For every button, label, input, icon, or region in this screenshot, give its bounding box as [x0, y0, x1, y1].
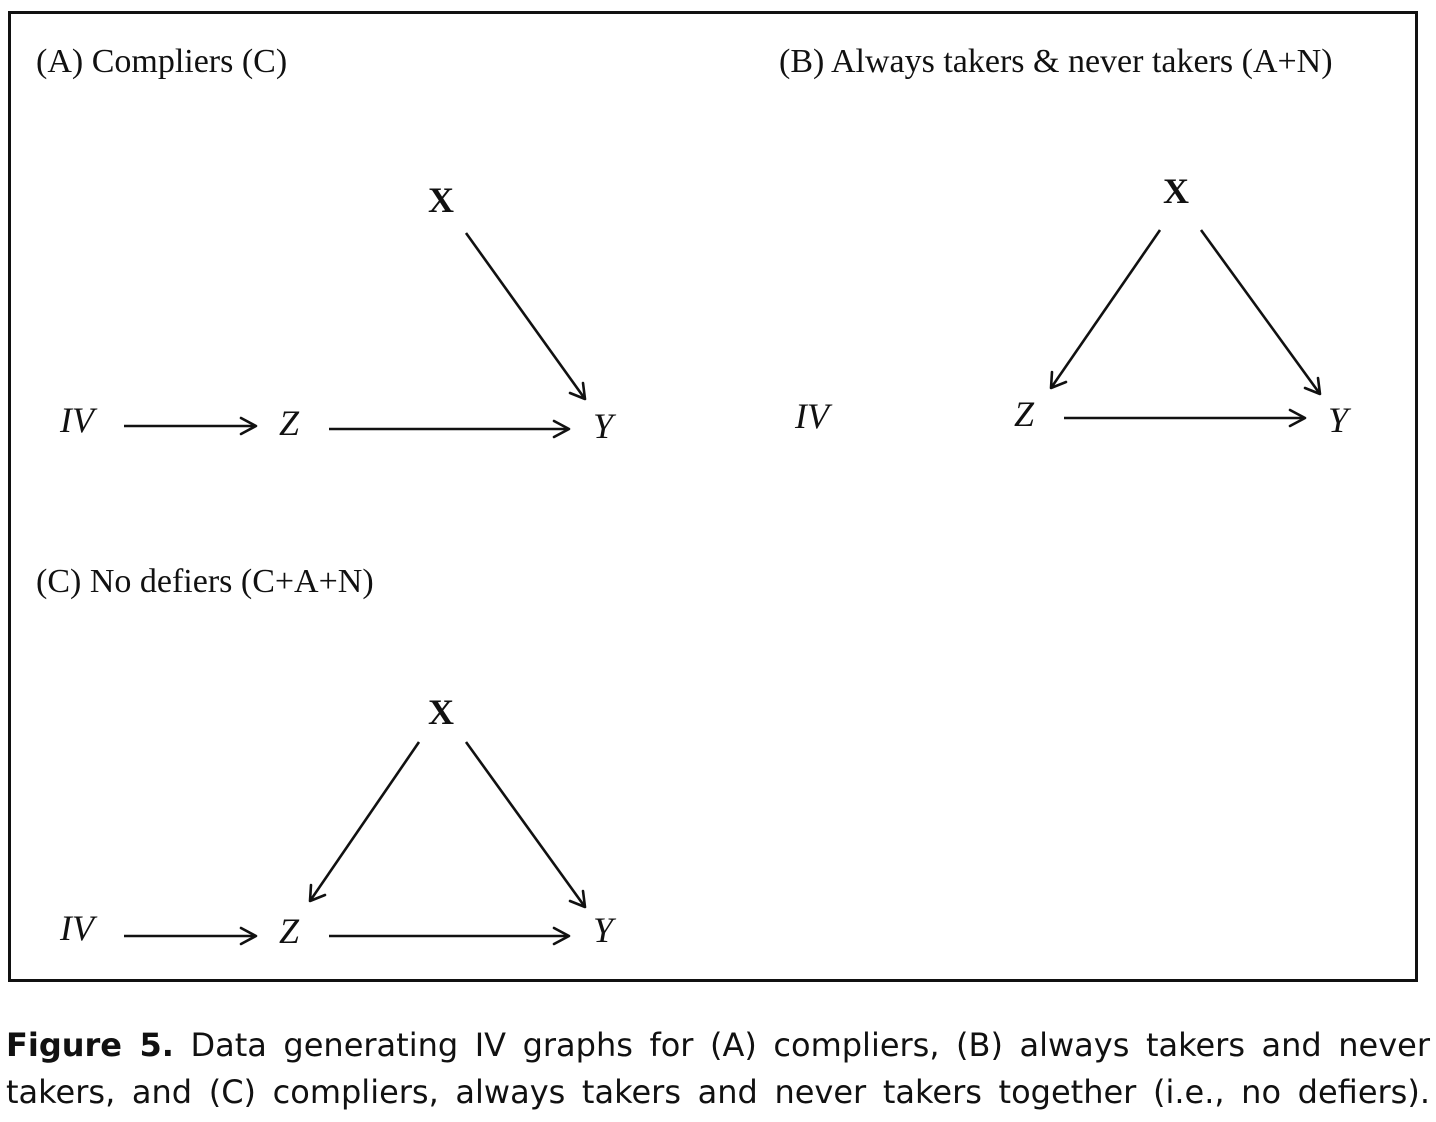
panel-a-node-x: X [428, 180, 454, 220]
panel-c-node-y: Y [593, 910, 614, 950]
panel-a-edge-x-y [466, 233, 585, 399]
panel-b-edge-x-y [1201, 230, 1320, 394]
panel-c-edge-iv-z [124, 928, 256, 944]
caption-text-1: Data generating IV graphs for (A) compliers, (B) always takers and never [190, 1026, 1431, 1064]
panel-a-title: (A) Compliers (C) [36, 43, 288, 80]
panel-c-title: (C) No defiers (C+A+N) [36, 563, 374, 600]
panel-c-edge-z-y [329, 928, 569, 944]
panel-b-title: (B) Always takers & never takers (A+N) [779, 43, 1333, 80]
panel-c-node-x: X [428, 692, 454, 732]
panel-b-node-y: Y [1328, 400, 1349, 440]
caption-line-1 [6, 1022, 1430, 1069]
panel-b-node-x: X [1163, 171, 1189, 211]
figure-caption [6, 1022, 1430, 1116]
panel-a-node-y: Y [593, 406, 614, 446]
caption-line-2: takers, and (C) compliers, always takers and never takers together (i.e., no defiers). [6, 1073, 1430, 1111]
panel-b-node-z: Z [1014, 394, 1035, 434]
panel-b-edge-x-z [1051, 230, 1160, 388]
panel-a [36, 43, 617, 446]
panel-c-node-z: Z [279, 911, 300, 951]
panel-c-edge-x-y [466, 742, 585, 907]
panel-a-node-z: Z [279, 403, 300, 443]
panel-a-node-iv: IV [60, 400, 94, 440]
caption-label: Figure 5. [6, 1026, 174, 1064]
panel-c-edge-x-z [310, 742, 419, 901]
panel-a-edge-z-y [329, 421, 569, 437]
panel-b-edge-z-y [1064, 410, 1305, 426]
panel-b-node-iv: IV [795, 396, 829, 436]
panel-c [36, 563, 617, 951]
panel-b [779, 43, 1352, 440]
panel-c-node-iv: IV [60, 908, 94, 948]
panel-a-edge-iv-z [124, 418, 256, 434]
